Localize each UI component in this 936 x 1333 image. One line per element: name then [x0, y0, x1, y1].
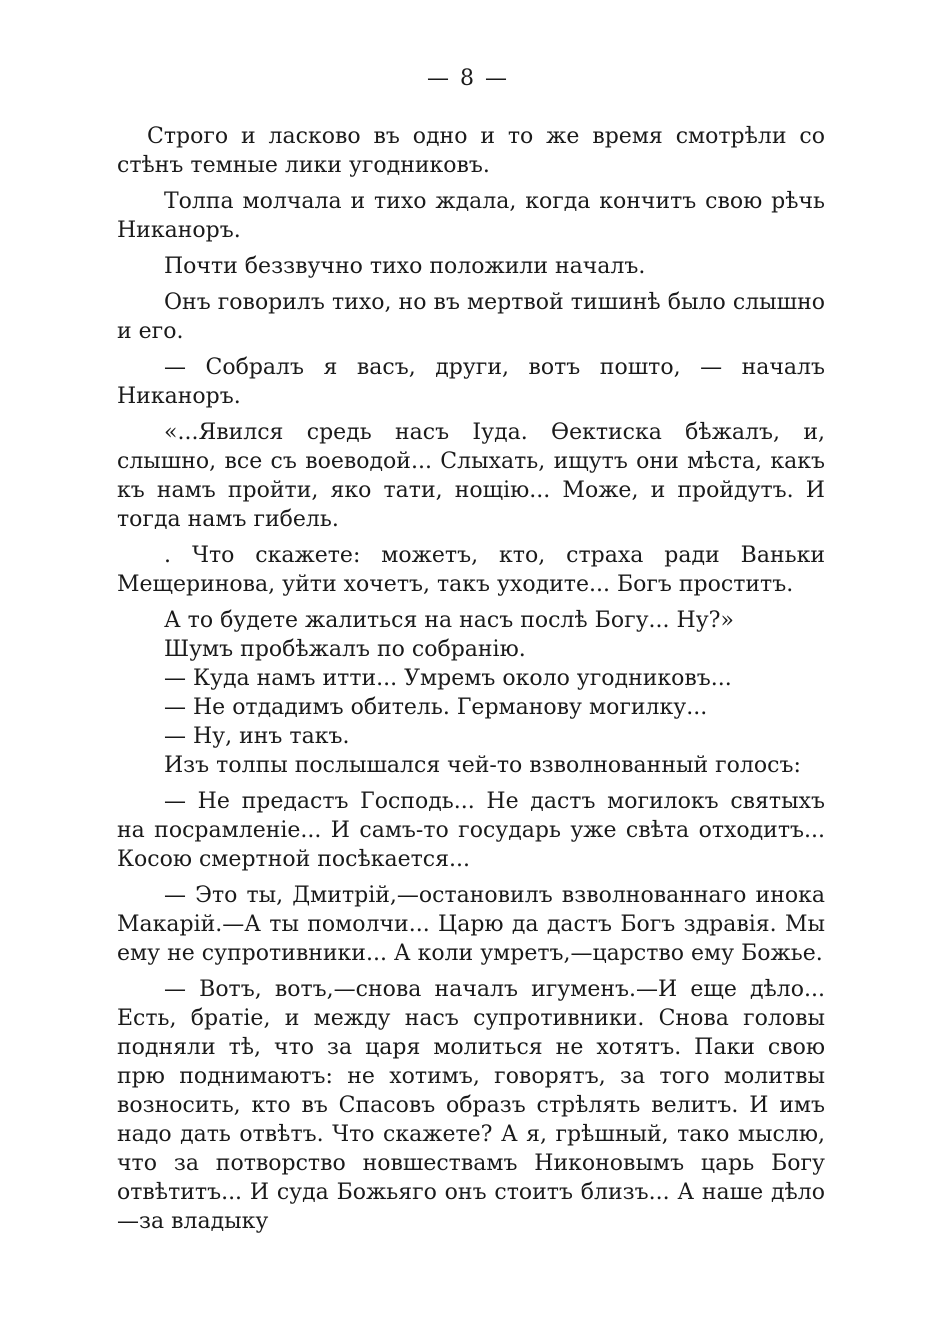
paragraph: Изъ толпы послышался чей-то взволнованный голосъ:: [164, 753, 801, 778]
paragraph: — Не отдадимъ обитель. Германову могилку...: [164, 695, 708, 720]
page-number: — 8 —: [427, 66, 509, 91]
paragraph: — Вотъ, вотъ,—снова началъ игуменъ.—И еще дѣло... Есть, братіе, и между насъ супротивники. Снова головы подняли тѣ, что за царя молиться не хотятъ. Паки свою прю поднимаютъ: не хотимъ, говорятъ, за того молитвы возносить, кто въ Спасовъ образъ стрѣлять велитъ. И имъ надо дать отвѣтъ. Что скажете? А я, грѣшный, тако мыслю, что за потворство новшествамъ Никоновымъ царь Богу отвѣтитъ... И суда Божьяго онъ стоитъ близъ... А наше дѣло—за владыку: [117, 977, 825, 1234]
body-text: [117, 122, 825, 1243]
paragraph: — Куда намъ итти... Умремъ около угодниковъ...: [164, 666, 732, 691]
paragraph: Онъ говорилъ тихо, но въ мертвой тишинѣ было слышно и его.: [117, 290, 825, 344]
paragraph: А то будете жалиться на насъ послѣ Богу... Ну?»: [164, 608, 734, 633]
paragraph: Строго и ласково въ одно и то же время смотрѣли со стѣнъ темные лики угодниковъ.: [117, 124, 825, 178]
paragraph: — Ну, инъ такъ.: [164, 724, 350, 749]
paragraph: — Не предастъ Господь... Не дастъ могилокъ святыхъ на посрамленіе... И самъ-то государь уже свѣта отходитъ... Косою смертной посѣкается...: [117, 789, 825, 872]
paragraph: Почти беззвучно тихо положили началъ.: [164, 254, 646, 279]
paragraph: Толпа молчала и тихо ждала, когда кончитъ свою рѣчь Никаноръ.: [117, 189, 825, 243]
paragraph: — Собралъ я васъ, други, вотъ пошто, — началъ Никаноръ.: [117, 355, 825, 409]
paragraph: . Что скажете: можетъ, кто, страха ради Ваньки Мещеринова, уйти хочетъ, такъ уходите... Богъ проститъ.: [117, 543, 825, 597]
paragraph: — Это ты, Дмитрій,—остановилъ взволнованнаго инока Макарій.—А ты помолчи... Царю да дастъ Богъ здравія. Мы ему не супротивники... А коли умретъ,—царство ему Божье.: [117, 883, 825, 966]
paragraph: «...Явился средь насъ Іуда. Ѳектиска бѣжалъ, и, слышно, все съ воеводой... Слыхать, ищутъ они мѣста, какъ къ намъ пройти, яко тати, нощію... Може, и пройдутъ. И тогда намъ гибель.: [117, 420, 825, 532]
paragraph: Шумъ пробѣжалъ по собранію.: [164, 637, 526, 662]
